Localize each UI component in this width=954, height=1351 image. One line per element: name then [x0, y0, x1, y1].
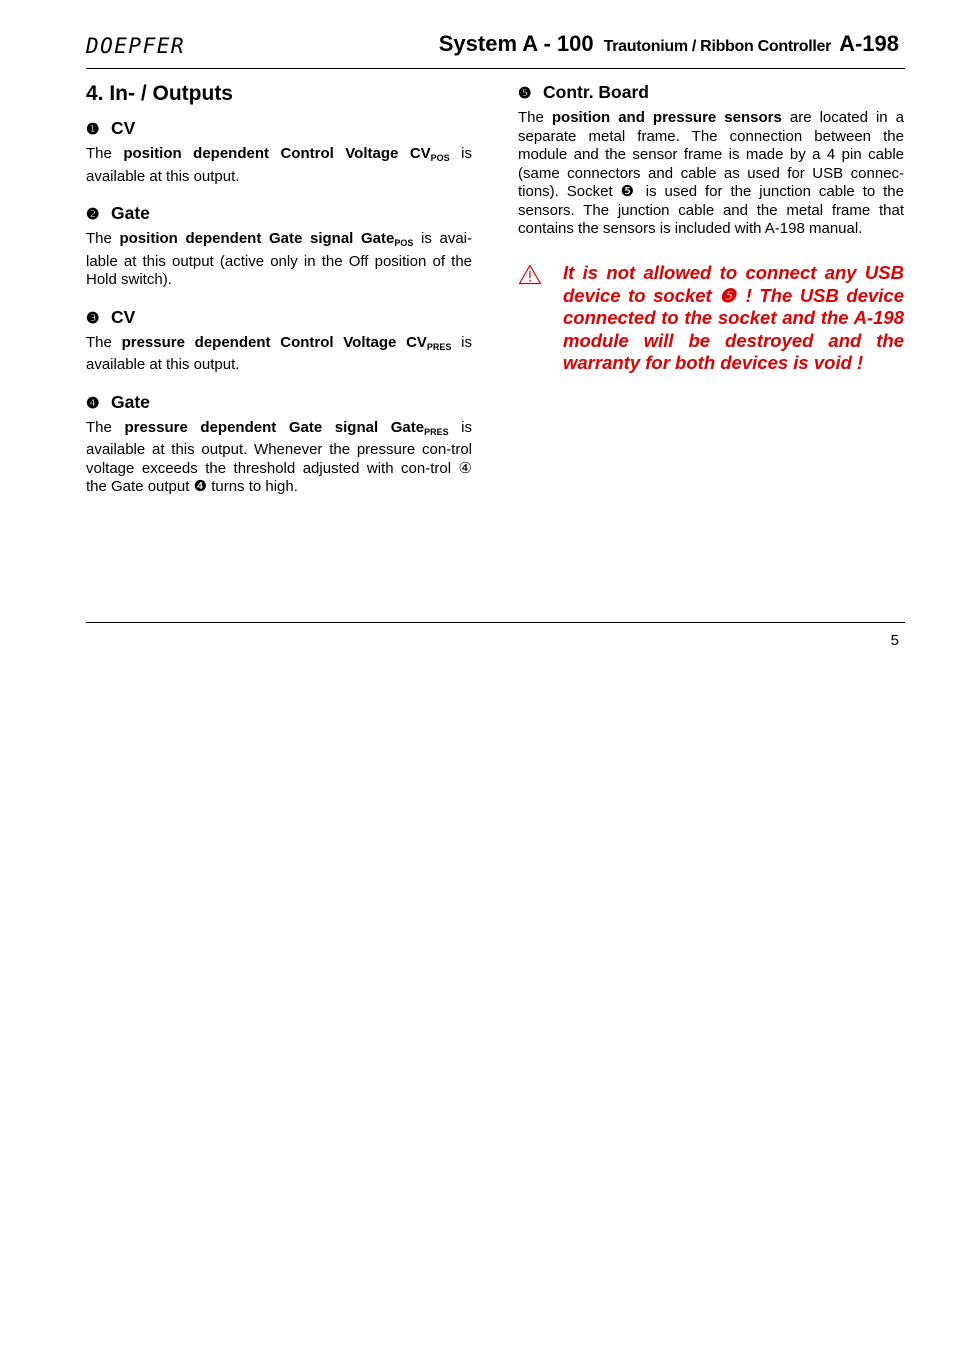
contr-board-heading: [518, 82, 904, 103]
header-title: [439, 31, 899, 57]
text-pre: The: [518, 109, 552, 126]
item-text: [86, 334, 472, 375]
item-text: [86, 145, 472, 186]
item-number: ❶: [86, 121, 100, 138]
text-bold: pressure dependent Control Voltage CV: [121, 333, 427, 351]
module-code: A-198: [839, 31, 899, 56]
text-sub: POS: [430, 153, 450, 163]
system-name: System A - 100: [438, 31, 594, 56]
item-gate-pos: [86, 203, 472, 290]
item-number: ❺: [518, 85, 532, 102]
page-footer: [86, 622, 905, 649]
item-heading: [86, 307, 472, 328]
page-number: 5: [890, 632, 899, 649]
item-heading: [86, 118, 472, 139]
text-sub: POS: [394, 238, 414, 248]
text-pre: The: [86, 145, 124, 162]
item-number: ❸: [86, 309, 100, 327]
warning-text: It is not allowed to connect any USB device to socket ❺ ! The USB device connected to the socket and the A-198 module will be destroyed and the warranty for both devices is void !: [563, 262, 904, 373]
item-text: [86, 230, 472, 290]
item-cv-pos: [86, 118, 472, 186]
item-title: Gate: [111, 203, 150, 223]
item-title: Gate: [111, 391, 150, 412]
text-bold: position dependent Control Voltage CV: [123, 145, 431, 162]
warning-triangle-icon: [518, 264, 542, 290]
text-bold: position dependent Gate signal Gate: [119, 230, 395, 247]
contr-board-text: [518, 109, 904, 239]
text-sub: PRES: [426, 341, 452, 352]
item-heading: [86, 392, 472, 413]
text-pre: The: [86, 333, 122, 351]
section-title: 4. In- / Outputs: [86, 82, 233, 105]
module-name: Trautonium / Ribbon Controller: [603, 38, 832, 55]
text-bold: position and pressure sensors: [551, 109, 782, 126]
doepfer-logo: DOEPFER: [86, 34, 186, 58]
text-post: are located in a separate metal frame. The connection between the module and the sensor frame is made by a 4 pin cable (same connectors and cable as used for USB connec-tions). Socket ❺ is used for the junction cable to the sensors. The junction cable and the metal frame that contains the sensors is included with A-198 manual.: [518, 109, 904, 237]
usb-warning: [518, 262, 904, 375]
text-post: is available at this output.: [86, 145, 473, 185]
item-heading: [86, 203, 472, 224]
item-title: CV: [111, 306, 136, 327]
item-gate-pres: [86, 392, 472, 497]
item-number: ❷: [86, 206, 100, 223]
text-post: is available at this output.: [86, 333, 472, 373]
item-title: Contr. Board: [543, 82, 649, 102]
item-title: CV: [111, 118, 136, 138]
text-pre: The: [86, 418, 125, 436]
page-header: [86, 30, 905, 69]
text-bold: pressure dependent Gate signal Gate: [124, 418, 425, 436]
text-pre: The: [86, 230, 120, 247]
text-post: is avai-lable at this output (active only in the Off position of the Hold switch).: [86, 230, 473, 288]
text-sub: PRES: [424, 426, 449, 437]
left-column: [86, 82, 472, 514]
item-number: ❹: [86, 394, 100, 412]
item-cv-pres: [86, 307, 472, 375]
text-post: is available at this output. Whenever the pressure con-trol voltage exceeds the threshold adjusted with con-trol ④ the Gate output ❹ turns to high.: [86, 418, 473, 495]
item-text: [86, 419, 472, 497]
right-column: [518, 82, 904, 239]
